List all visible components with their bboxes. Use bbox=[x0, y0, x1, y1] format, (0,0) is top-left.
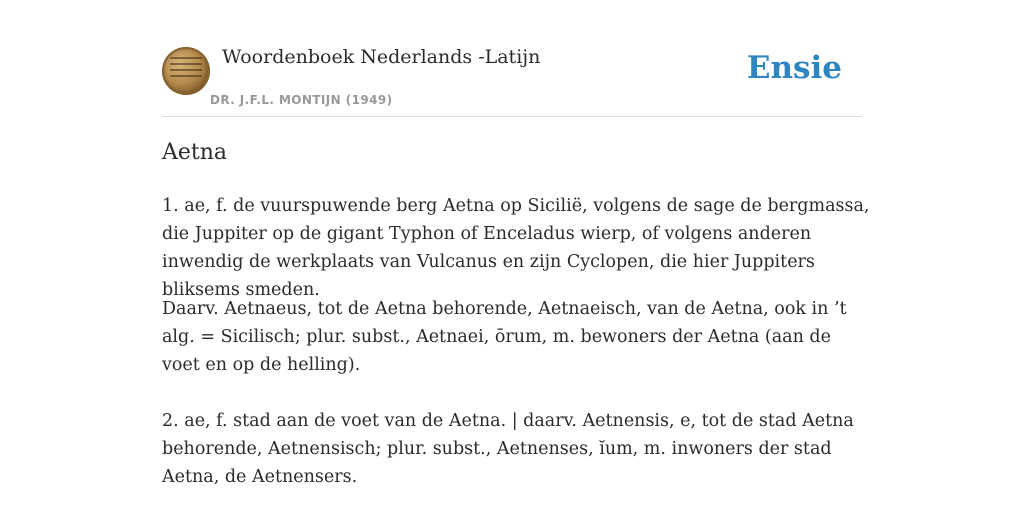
dictionary-author: DR. J.F.L. MONTIJN (1949) bbox=[210, 93, 393, 107]
dictionary-header bbox=[162, 40, 862, 117]
coin-inscription bbox=[170, 57, 202, 85]
ensie-brand-link[interactable]: Ensie bbox=[746, 50, 842, 86]
coin-logo-icon[interactable] bbox=[162, 47, 210, 95]
dictionary-title[interactable]: Woordenboek Nederlands -Latijn bbox=[222, 46, 541, 68]
entry-title: Aetna bbox=[162, 140, 228, 165]
definition-paragraph-1: 1. ae, f. de vuurspuwende berg Aetna op Sicilië, volgens de sage de bergmassa, die Juppiter op de gigant Typhon of Enceladus wierp, of volgens anderen inwendig de werkplaats van Vulcanus en zijn Cyclopen, die hier Juppiters bliksems smeden. bbox=[162, 196, 870, 300]
definition-paragraph-3: 2. ae, f. stad aan de voet van de Aetna. | daarv. Aetnensis, e, tot de stad Aetna behorende, Aetnensisch; plur. subst., Aetnenses, ĭum, m. inwoners der stad Aetna, de Aetnensers. bbox=[162, 411, 854, 487]
definition-paragraph-2: Daarv. Aetnaeus, tot de Aetna behorende, Aetnaeisch, van de Aetna, ook in ’t alg. = Sicilisch; plur. subst., Aetnaei, ōrum, m. bewoners der Aetna (aan de voet en op de helling). bbox=[162, 299, 847, 375]
